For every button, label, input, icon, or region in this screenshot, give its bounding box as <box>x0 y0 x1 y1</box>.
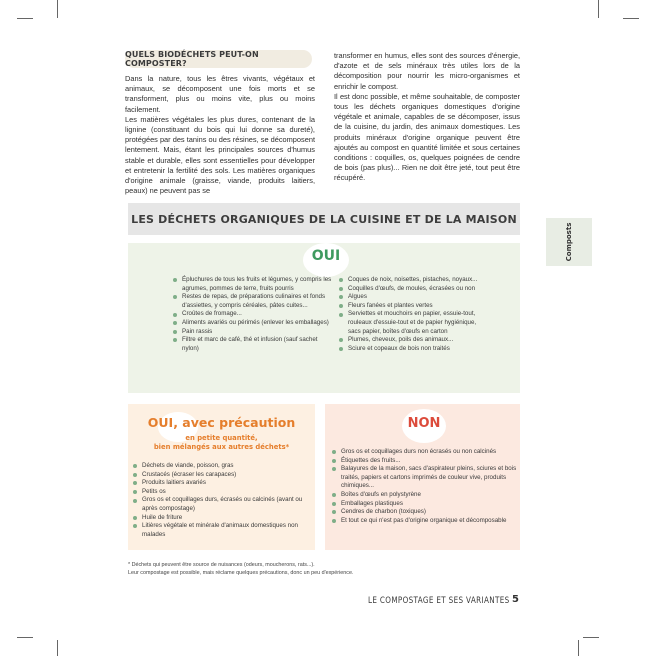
paragraph: Il est donc possible, et même souhaitable, de composter tous les déchets organiques domestiques d'origine végétale et animale, capables de se décomposer, issus de la cuisine, du jardin, des animaux domestiques. Les produits minéraux d'origine organique peuvent être ajoutés au compost en quantité limitée et sous certaines conditions : coquilles, os, quelques poignées de cendre de bois (pas plus)... Rien ne doit être jeté, tout peut être récupéré. <box>334 91 520 183</box>
footnote-line: Leur compostage est possible, mais réclame quelques précautions, donc un peu d'expérience. <box>128 570 354 576</box>
crop-mark <box>57 640 58 656</box>
paragraph: Dans la nature, tous les êtres vivants, végétaux et animaux, se décomposent une fois morts et se transforment, plus ou moins vite, plus ou moins facilement. <box>125 74 315 114</box>
oui-left-list <box>172 276 332 353</box>
footnote <box>128 561 353 577</box>
list-item: Gros os et coquillages durs non écrasés ou non calcinés <box>331 448 517 457</box>
list-item: Sciure et copeaux de bois non traités <box>338 345 488 354</box>
non-title: NON <box>407 416 441 431</box>
list-item: Balayures de la maison, sacs d'aspirateur pleins, sciures et bois traités, papiers et cartons imprimés de couleur vive, produits chimiques... <box>331 465 517 491</box>
list-item: Aliments avariés ou périmés (enlever les emballages) <box>172 319 332 328</box>
crop-mark <box>623 18 639 19</box>
list-item: Petits os <box>132 488 312 497</box>
precaution-box <box>128 404 315 550</box>
intro-right-column <box>334 51 520 184</box>
section-heading: QUELS BIODÉCHETS PEUT-ON COMPOSTER? <box>125 50 312 68</box>
non-list <box>331 448 517 525</box>
list-item: Algues <box>338 293 488 302</box>
crop-mark <box>57 0 58 18</box>
list-item: Croûtes de fromage... <box>172 310 332 319</box>
crop-mark <box>17 18 33 19</box>
chapter-tab <box>546 218 592 266</box>
oui-right-list <box>338 276 488 353</box>
precaution-list <box>132 462 312 539</box>
list-item: Crustacés (écraser les carapaces) <box>132 471 312 480</box>
list-item: Coquilles d'œufs, de moules, écrasées ou non <box>338 285 488 294</box>
paragraph: Les matières végétales les plus dures, contenant de la lignine (constituant du bois qui lui donne sa dureté), protégées par des tanins ou des résines, se décomposent lentement. Mais, étant les principales sources d'humus stable et durable, elles sont essentielles pour développer et entretenir la fertilité des sols. Les matières organiques d'origine animale (graisse, viande, produits laitiers, peaux) ne peuvent pas se <box>125 114 315 196</box>
list-item: Coques de noix, noisettes, pistaches, noyaux... <box>338 276 488 285</box>
crop-mark <box>17 637 33 638</box>
precaution-subtitle-2: bien mélangés aux autres déchets* <box>153 443 290 451</box>
list-item: Serviettes et mouchoirs en papier, essuie-tout, rouleaux d'essuie-tout et de papier hygiénique, sacs papier, boîtes d'œufs en carton <box>338 310 488 336</box>
list-item: Pain rassis <box>172 328 332 337</box>
list-item: Épluchures de tous les fruits et légumes, y compris les agrumes, pommes de terre, fruits pourris <box>172 276 332 293</box>
list-item: Plumes, cheveux, poils des animaux... <box>338 336 488 345</box>
list-item: Gros os et coquillages durs, écrasés ou calcinés (avant ou après compostage) <box>132 496 312 513</box>
precaution-subtitle-1: en petite quantité, <box>185 434 258 442</box>
oui-box <box>128 243 520 393</box>
non-box <box>325 404 520 550</box>
list-item: Produits laitiers avariés <box>132 479 312 488</box>
list-item: Déchets de viande, poisson, gras <box>132 462 312 471</box>
page-number: 5 <box>512 594 519 605</box>
chapter-tab-label: Composts <box>565 222 573 262</box>
crop-mark <box>598 0 599 18</box>
list-item: Cendres de charbon (toxiques) <box>331 508 517 517</box>
list-item: Filtre et marc de café, thé et infusion (sauf sachet nylon) <box>172 336 332 353</box>
list-item: Et tout ce qui n'est pas d'origine organique et décomposable <box>331 517 517 526</box>
list-item: Huile de friture <box>132 514 312 523</box>
list-item: Litières végétale et minérale d'animaux domestiques non malades <box>132 522 312 539</box>
paragraph: transformer en humus, elles sont des sources d'énergie, d'azote et de sels minéraux très utiles lors de la décomposition pour nourrir les micro-organismes et enrichir le compost. <box>334 51 520 91</box>
oui-title: OUI <box>311 248 341 264</box>
list-item: Emballages plastiques <box>331 500 517 509</box>
crop-mark <box>578 640 579 656</box>
intro-left-column <box>125 74 315 196</box>
footnote-line: * Déchets qui peuvent être source de nuisances (odeurs, moucherons, rats...). <box>128 562 315 568</box>
precaution-title: OUI, avec précaution <box>147 415 296 430</box>
list-item: Boîtes d'œufs en polystyrène <box>331 491 517 500</box>
list-item: Fleurs fanées et plantes vertes <box>338 302 488 311</box>
list-item: Restes de repas, de préparations culinaires et fonds d'assiettes, y compris céréales, pâtes cuites... <box>172 293 332 310</box>
running-head: LE COMPOSTAGE ET SES VARIANTES <box>368 596 510 606</box>
infographic-title: LES DÉCHETS ORGANIQUES DE LA CUISINE ET DE LA MAISON <box>128 203 520 235</box>
list-item: Étiquettes des fruits... <box>331 457 517 466</box>
crop-mark <box>583 637 599 638</box>
